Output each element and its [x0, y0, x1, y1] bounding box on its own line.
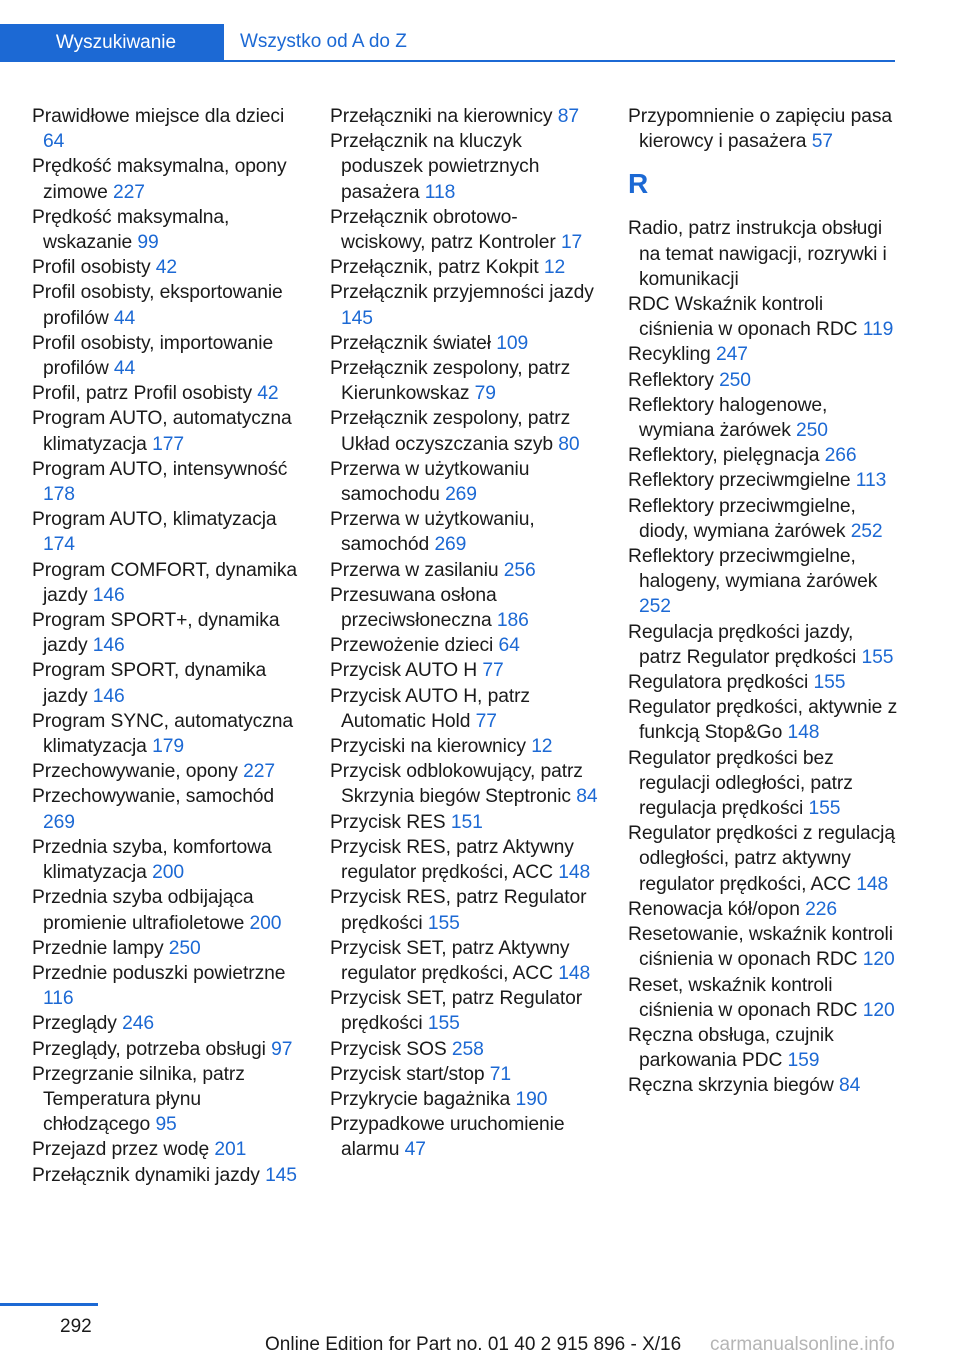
- index-entry-text: Przycisk RES, patrz Regulator prędkości: [330, 887, 587, 934]
- index-entry-page-link[interactable]: 84: [576, 786, 598, 808]
- index-entry: [32, 709, 304, 759]
- index-entry: [32, 936, 304, 961]
- index-entry-page-link[interactable]: 246: [122, 1013, 154, 1035]
- index-entry-page-link[interactable]: 269: [434, 534, 467, 556]
- index-entry-page-link[interactable]: 64: [43, 131, 65, 153]
- index-entry-page-link[interactable]: 99: [137, 232, 159, 254]
- index-entry: [32, 1163, 304, 1188]
- index-entry-text: Program SPORT+, dynamika jazdy: [32, 610, 280, 657]
- index-entry-page-link[interactable]: 155: [427, 1013, 460, 1035]
- index-entry: [628, 746, 900, 822]
- index-entry: [330, 835, 602, 885]
- index-entry-text: Resetowanie, wskaźnik kontroli ciśnienia w oponach RDC: [628, 924, 893, 971]
- index-entry: [628, 544, 900, 620]
- index-entry-page-link[interactable]: 200: [152, 862, 184, 884]
- index-entry: [32, 104, 304, 154]
- index-entry: [32, 961, 304, 1011]
- index-entry: [32, 1137, 304, 1162]
- index-entry: [330, 885, 602, 935]
- header-rule: [0, 60, 895, 62]
- index-column-1: [32, 104, 304, 1188]
- index-entry-page-link[interactable]: 145: [341, 307, 373, 329]
- index-entry-text: Przycisk RES, patrz Aktywny regulator prędkości, ACC: [330, 836, 574, 884]
- index-entry-text: Program SPORT, dynamika jazdy: [32, 660, 267, 707]
- index-entry: [330, 936, 602, 986]
- page-number: 292: [60, 1316, 92, 1337]
- index-entry: [32, 558, 304, 608]
- index-entry-page-link[interactable]: 12: [531, 736, 553, 758]
- index-entry-page-link[interactable]: 146: [92, 685, 125, 707]
- index-entry-page-link[interactable]: 148: [856, 873, 889, 895]
- index-entry: [330, 1037, 602, 1062]
- index-entry-page-link[interactable]: 109: [496, 332, 529, 354]
- index-entry-text: Reflektory: [628, 369, 714, 391]
- index-entry-text: Przełącznik świateł: [330, 332, 491, 354]
- index-entry-page-link[interactable]: 80: [558, 433, 580, 455]
- index-entry: [628, 897, 900, 922]
- index-entry-text: Ręczna obsługa, czujnik parkowania PDC: [628, 1024, 834, 1072]
- index-entry-text: Radio, patrz instrukcja obsługi na temat nawigacji, rozrywki i komunikacji: [628, 218, 887, 290]
- index-entry-text: Reflektory przeciwmgielne: [628, 470, 851, 492]
- index-entry-text: Przycisk odblokowujący, patrz Skrzynia biegów Steptronic: [330, 761, 583, 808]
- index-entry-page-link[interactable]: 247: [715, 344, 748, 366]
- index-entry-text: Przechowywanie, opony: [32, 761, 238, 783]
- index-entry-page-link[interactable]: 227: [113, 181, 145, 203]
- index-entry-text: Przełącznik dynamiki jazdy: [32, 1164, 260, 1186]
- index-entry: [32, 381, 304, 406]
- index-entry-page-link[interactable]: 57: [811, 131, 833, 153]
- watermark: carmanualsonline.info: [710, 1334, 895, 1355]
- index-entry-text: Przełącznik zespolony, patrz Układ oczyszczania szyb: [330, 408, 571, 455]
- index-entry-page-link[interactable]: 190: [515, 1088, 548, 1110]
- index-entry-page-link[interactable]: 120: [862, 949, 895, 971]
- index-entry-text: Przełącznik na kluczyk poduszek powietrznych pasażera: [330, 131, 540, 203]
- index-entry-text: Przycisk AUTO H: [330, 660, 478, 682]
- index-entry: [32, 507, 304, 557]
- index-entry-text: Przejazd przez wodę: [32, 1139, 210, 1161]
- index-entry-text: Renowacja kół/opon: [628, 898, 800, 920]
- index-entry-page-link[interactable]: 252: [850, 520, 883, 542]
- index-entry-text: Przednia szyba odbijająca promienie ultrafioletowe: [32, 887, 254, 934]
- index-entry-text: Przełączniki na kierownicy: [330, 106, 553, 127]
- index-entry-text: Program AUTO, intensywność: [32, 458, 288, 480]
- index-entry: [32, 457, 304, 507]
- index-entry-page-link[interactable]: 116: [43, 988, 74, 1010]
- index-entry-page-link[interactable]: 269: [43, 811, 75, 833]
- index-entry-page-link[interactable]: 256: [503, 559, 536, 581]
- index-entry: [330, 331, 602, 356]
- index-entry-text: Przypadkowe uruchomienie alarmu: [330, 1114, 565, 1161]
- index-entry-text: Ręczna skrzynia biegów: [628, 1075, 834, 1097]
- index-entry: [628, 670, 900, 695]
- index-entry-page-link[interactable]: 42: [155, 257, 178, 279]
- index-entry: [628, 292, 900, 342]
- index-entry-text: Przednie lampy: [32, 937, 164, 959]
- index-entry-page-link[interactable]: 95: [155, 1114, 177, 1136]
- index-entry-page-link[interactable]: 120: [862, 999, 895, 1021]
- tab-search-label: Wyszukiwanie: [55, 32, 177, 53]
- index-entry-page-link[interactable]: 179: [152, 736, 184, 758]
- index-column-2: [330, 104, 602, 1163]
- index-entry: [628, 393, 900, 443]
- index-entry: [32, 406, 304, 456]
- index-entry: [628, 104, 900, 154]
- index-entry: [32, 154, 304, 204]
- index-entry: [32, 280, 304, 330]
- index-entry-text: Prędkość maksymalna, wskazanie: [32, 206, 230, 254]
- index-entry: [330, 129, 602, 205]
- index-entry-text: Przechowywanie, samochód: [32, 786, 274, 808]
- index-entry-page-link[interactable]: 155: [808, 798, 841, 820]
- index-entry-text: Przełącznik zespolony, patrz Kierunkowskaz: [330, 358, 571, 405]
- index-entry-page-link[interactable]: 118: [424, 181, 456, 203]
- index-entry: [330, 810, 602, 835]
- index-entry: [32, 658, 304, 708]
- index-entry-page-link[interactable]: 148: [558, 862, 591, 884]
- index-entry: [32, 331, 304, 381]
- tab-a-to-z-label: Wszystko od A do Z: [240, 31, 407, 52]
- index-entry-page-link[interactable]: 148: [787, 722, 820, 744]
- index-entry-text: Program AUTO, klimatyzacja: [32, 509, 277, 531]
- index-entry: [330, 406, 602, 456]
- index-entry: [330, 205, 602, 255]
- index-entry-text: Program SYNC, automatyczna klimatyzacja: [32, 710, 294, 758]
- index-entry-page-link[interactable]: 178: [43, 484, 75, 506]
- index-entry-text: Przycisk AUTO H, patrz Automatic Hold: [330, 685, 530, 732]
- index-entry-text: Przełącznik, patrz Kokpit: [330, 257, 539, 279]
- index-entry-text: Profil, patrz Profil osobisty: [32, 383, 252, 405]
- index-entry-page-link[interactable]: 148: [558, 962, 591, 984]
- index-entry-text: Przesuwana osłona przeciwsłoneczna: [330, 584, 497, 632]
- index-entry: [32, 255, 304, 280]
- index-entry: [330, 986, 602, 1036]
- index-entry-page-link[interactable]: 250: [168, 937, 201, 959]
- index-entry-text: Przypomnienie o zapięciu pasa kierowcy i pasażera: [628, 106, 892, 153]
- index-entry-text: Przerwa w użytkowaniu samochodu: [330, 458, 530, 506]
- header-tabbar: [0, 24, 895, 62]
- index-entry-page-link[interactable]: 47: [404, 1139, 426, 1161]
- index-entry-text: Przykrycie bagażnika: [330, 1088, 511, 1110]
- index-entry-text: Reflektory halogenowe, wymiana żarówek: [628, 394, 828, 442]
- index-entry-page-link[interactable]: 269: [445, 484, 477, 506]
- index-entry-page-link[interactable]: 97: [271, 1038, 293, 1060]
- index-entry-page-link[interactable]: 64: [498, 635, 520, 657]
- index-entry-text: Przerwa w użytkowaniu, samochód: [330, 509, 535, 556]
- index-entry-text: Recykling: [628, 344, 711, 366]
- index-entry: [32, 205, 304, 255]
- index-entry: [628, 443, 900, 468]
- index-entry: [32, 608, 304, 658]
- index-entry-page-link[interactable]: 146: [92, 635, 125, 657]
- index-entry-page-link[interactable]: 174: [43, 534, 75, 556]
- index-entry: [330, 1112, 602, 1162]
- index-entry-text: Przycisk start/stop: [330, 1063, 485, 1085]
- index-entry-text: Regulator prędkości, aktywnie z funkcją Stop&Go: [628, 697, 898, 744]
- index-entry: [32, 1062, 304, 1138]
- index-entry-page-link[interactable]: 44: [113, 307, 136, 329]
- index-entry-page-link[interactable]: 71: [489, 1063, 512, 1085]
- index-entry-page-link[interactable]: 113: [855, 470, 887, 492]
- index-entry-text: Przeglądy, potrzeba obsługi: [32, 1038, 266, 1060]
- index-section-letter: R: [628, 168, 649, 200]
- index-entry: [330, 356, 602, 406]
- index-entry-text: Przycisk SOS: [330, 1038, 447, 1060]
- index-entry: [330, 280, 602, 330]
- index-entry: [330, 507, 602, 557]
- index-entry-text: Regulator prędkości bez regulacji odległości, patrz regulacja prędkości: [628, 747, 853, 820]
- index-entry-page-link[interactable]: 44: [113, 358, 136, 380]
- edition-note: Online Edition for Part no. 01 40 2 915 896 - X/16: [265, 1334, 682, 1355]
- index-entry: [628, 695, 900, 745]
- index-entry-text: Reflektory przeciwmgielne, halogeny, wymiana żarówek: [628, 546, 878, 593]
- index-entry: [330, 684, 602, 734]
- index-entry: [628, 494, 900, 544]
- index-entry-page-link[interactable]: 155: [813, 672, 846, 694]
- index-entry-page-link[interactable]: 258: [451, 1038, 484, 1060]
- index-entry-page-link[interactable]: 87: [557, 106, 579, 127]
- index-entry-page-link[interactable]: 151: [450, 811, 483, 833]
- tab-search[interactable]: [0, 24, 224, 62]
- index-entry: [628, 973, 900, 1023]
- index-entry: [32, 885, 304, 935]
- index-entry-page-link[interactable]: 42: [257, 383, 279, 405]
- index-entry: [330, 1087, 602, 1112]
- index-entry-page-link[interactable]: 226: [805, 898, 837, 920]
- index-entry: [32, 759, 304, 784]
- index-entry-text: Reset, wskaźnik kontroli ciśnienia w oponach RDC: [628, 974, 858, 1021]
- index-entry: [330, 457, 602, 507]
- index-entry-text: Przednie poduszki powietrzne: [32, 962, 286, 984]
- index-entry-page-link[interactable]: 155: [427, 912, 460, 934]
- index-entry: [628, 468, 900, 493]
- index-entry-page-link[interactable]: 77: [475, 710, 497, 732]
- index-entry-page-link[interactable]: 17: [560, 232, 583, 254]
- index-entry-text: Regulator prędkości z regulacją odległości, patrz aktywny regulator prędkości, ACC: [628, 823, 895, 895]
- index-entry: [628, 1073, 900, 1098]
- index-entry: [330, 255, 602, 280]
- index-entry-text: Profil osobisty, importowanie profilów: [32, 332, 274, 380]
- index-entry-page-link[interactable]: 177: [152, 433, 184, 455]
- index-entry: [330, 1062, 602, 1087]
- index-entry-page-link[interactable]: 146: [92, 584, 125, 606]
- index-entry-page-link[interactable]: 84: [838, 1075, 861, 1097]
- index-entry-page-link[interactable]: 250: [796, 420, 828, 442]
- index-entry-page-link[interactable]: 79: [474, 383, 496, 405]
- index-entry-page-link[interactable]: 145: [265, 1164, 297, 1186]
- index-entry: [330, 633, 602, 658]
- index-entry: [330, 658, 602, 683]
- index-entry-text: Przełącznik obrotowo-wciskowy, patrz Kontroler: [330, 206, 556, 254]
- index-entry: [330, 558, 602, 583]
- index-entry-text: Przednia szyba, komfortowa klimatyzacja: [32, 836, 272, 884]
- index-entry: [32, 1011, 304, 1036]
- index-entry-page-link[interactable]: 159: [787, 1050, 820, 1072]
- index-entry-page-link[interactable]: 252: [639, 596, 671, 618]
- index-entry-text: Przeglądy: [32, 1013, 117, 1035]
- index-entry-text: Prędkość maksymalna, opony zimowe: [32, 156, 287, 203]
- tab-a-to-z[interactable]: [240, 24, 407, 60]
- index-entry-text: Program COMFORT, dynamika jazdy: [32, 559, 297, 606]
- index-entry-page-link[interactable]: 12: [543, 257, 566, 279]
- index-entry-text: RDC Wskaźnik kontroli ciśnienia w oponach RDC: [628, 294, 858, 341]
- index-entry-text: Profil osobisty: [32, 257, 151, 279]
- index-entry-text: Przegrzanie silnika, patrz Temperatura płynu chłodzącego: [32, 1063, 245, 1136]
- index-entry-page-link[interactable]: 77: [482, 660, 504, 682]
- index-entry-page-link[interactable]: 201: [214, 1139, 247, 1161]
- index-entry-page-link[interactable]: 186: [496, 610, 529, 632]
- index-entry: [32, 784, 304, 834]
- index-entry-text: Przełącznik przyjemności jazdy: [330, 282, 594, 304]
- index-entry-text: Przycisk SET, patrz Aktywny regulator prędkości, ACC: [330, 937, 570, 984]
- index-entry-text: Przyciski na kierownicy: [330, 736, 526, 758]
- index-entry-text: Regulatora prędkości: [628, 672, 809, 694]
- index-entry-page-link[interactable]: 200: [249, 912, 282, 934]
- index-entry: [628, 821, 900, 897]
- index-entry-text: Regulacja prędkości jazdy, patrz Regulator prędkości: [628, 621, 857, 668]
- index-entry-text: Przewożenie dzieci: [330, 635, 494, 657]
- index-entry-page-link[interactable]: 266: [824, 445, 857, 467]
- footer-rule: [0, 1303, 98, 1306]
- index-entry: [628, 216, 900, 292]
- index-entry-page-link[interactable]: 227: [243, 761, 275, 783]
- index-entry: [330, 583, 602, 633]
- index-entry-text: Reflektory, pielęgnacja: [628, 445, 820, 467]
- index-entry: [628, 620, 900, 670]
- index-entry: [628, 922, 900, 972]
- index-entry: [330, 734, 602, 759]
- index-entry-page-link[interactable]: 155: [861, 646, 894, 668]
- index-entry: [330, 104, 602, 129]
- index-column-3: [628, 104, 900, 1099]
- index-entry: [32, 1037, 304, 1062]
- index-entry: [32, 835, 304, 885]
- index-entry: [628, 1023, 900, 1073]
- index-entry: [628, 368, 900, 393]
- index-entry-page-link[interactable]: 119: [862, 319, 894, 341]
- index-entry-text: Profil osobisty, eksportowanie profilów: [32, 282, 283, 329]
- index-entry-text: Program AUTO, automatyczna klimatyzacja: [32, 408, 292, 455]
- index-entry-text: Przycisk RES: [330, 811, 446, 833]
- index-entry-text: Reflektory przeciwmgielne, diody, wymiana żarówek: [628, 495, 856, 542]
- index-entry-text: Przycisk SET, patrz Regulator prędkości: [330, 988, 583, 1035]
- index-entry: [330, 759, 602, 809]
- index-entry-page-link[interactable]: 250: [719, 369, 751, 391]
- index-entry-text: Przerwa w zasilaniu: [330, 559, 499, 581]
- index-entry-text: Prawidłowe miejsce dla dzieci: [32, 106, 285, 127]
- index-entry: [628, 342, 900, 367]
